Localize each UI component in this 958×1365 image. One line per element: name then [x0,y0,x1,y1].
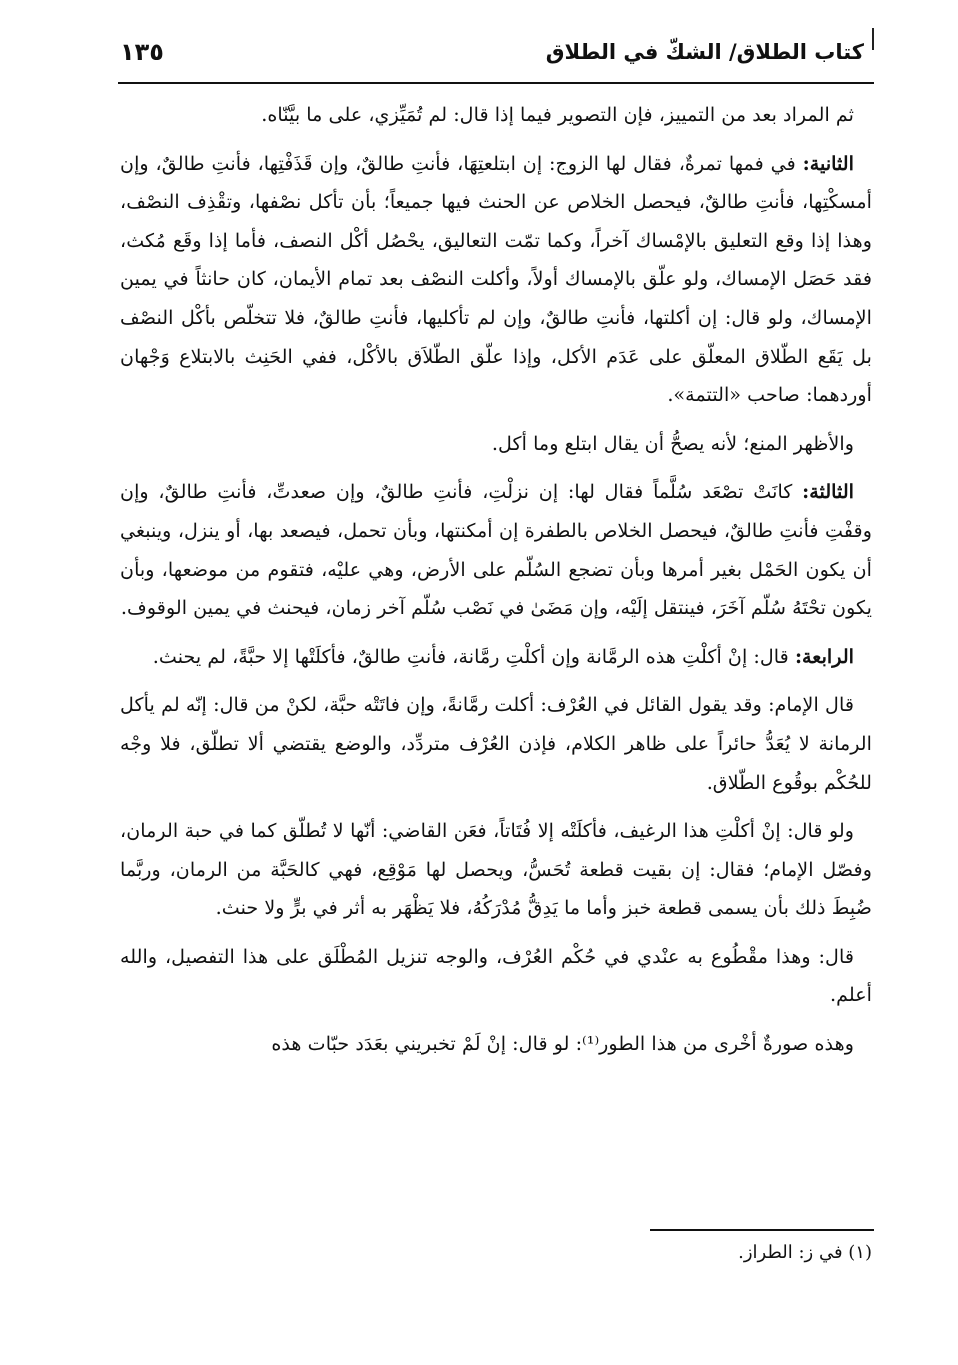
section-label-third: الثالثة: [802,480,854,504]
footnote: (١) في ز: الطراز. [738,1242,872,1263]
section-label-fourth: الرابعة: [794,644,854,668]
page-number: ١٣٥ [120,38,164,66]
page-edge-mark [872,28,874,50]
paragraph-5 [120,638,872,677]
paragraph-5-text: قال: إنْ أكلْتِ هذه الرمَّانة وإن أكلْتِ رمَّانة، فأنتِ طالقٌ، فأكلَتْها إلا حبَّةً، لم يحنث. [152,644,795,668]
paragraph-3: والأظهر المنع؛ لأنه يصحُّ أن يقال ابتلع وما أكل. [491,431,854,455]
paragraph-4 [120,473,872,627]
paragraph-8: قال: وهذا مقْطُوع به عنْدي في حُكْم العُرْف، والوجه تنزيل المُطْلَق على هذا التفصيل، والله أعلم. [120,944,872,1007]
paragraph-1: ثم المراد بعد من التمييز، فإن التصوير فيما إذا قال: لم تُمَيِّزي، على ما بيَّنّاه. [261,103,854,126]
running-title: كتاب الطلاق/ الشكّ في الطلاق [545,40,864,64]
footnote-divider [650,1229,874,1231]
paragraph-2-text: في فمها تمرةٌ، فقال لها الزوج: إن ابتلعتِهَا، فأنتِ طالقٌ، وإن قَذَفْتِها، فأنتِ طالقٌ، وإن أمسكْتِها، فأنتِ طالقٌ، فيحصل الخلاص عن الحنث فيها جميعاً؛ بأن تأكل نصْفها، وتقْذِف النصْف، وهذا إذا وقع التعليق بالإمْساك آخراً، وكما تمّت التعاليق، يحْصُل أكْل النصف، فأما إذا وقَع مُكث، فقد حَصَل الإمساك، ولو علّق بالإمساك أولاً، وأكلت النصْف بعد تمام الأيمان، كان حانثاً في يمين الإمساك، ولو قال: إن أكلتها، فأنتِ طالقٌ، وإن لم تأكليها، فأنتِ طالقٌ، فلا تتخلّص بأكْل النصْف بل يَقَع الطّلاق المعلّق على عَدَم الأكل، وإذا علّق الطّلاَق بالأكْل، ففي الحَنِث بالابتلاع وَجْهان أوردهما: صاحب «التتمة». [120,151,872,407]
paragraph-9: وهذه صورةٌ أخْرى من هذا الطور⁽¹⁾: لو قال: إنْ لَمْ تخبريني بعَدَد حبّات هذه [271,1032,854,1056]
paragraph-6: قال الإمام: وقد يقول القائل في العُرْف: أكلت رمَّانةً، وإن فاتَتْه حبَّة، لكنْ من قال: إنّه لم يأكل الرمانة لا يُعَدُّ حائراً على ظاهر الكلام، فإذن العُرْف متردِّد، والوضع يقتضي ألا تطلّق، فلا وجْه للحُكْم بوقُوع الطّلاق. [120,693,872,794]
section-label-second: الثانية: [802,151,854,175]
paragraph-2 [120,145,872,415]
paragraph-4-text: كانَتْ تصْعَد سُلَّماً فقال لها: إن نزلْتِ، فأنتِ طالقٌ، وإن صعدتِّ، فأنتِ طالقٌ، وإن وقفْتِ فأنتِ طالقٌ، فيحصل الخلاص بالطفرة إن أمكنتها، وبأن تحمل، فيصعد بها، أو ينزل، وينبغي أن يكون الحَمْل بغير أمرها وبأن تضجع السُلّم على الأرض، وهي عليْه، فتقوم من موضعها، وبأن يكون تحْتَهُ سُلّم آخَرَ، فينتقل إلَيْه، وإن مَضَىٰ في نَصْب سُلّم آخر زمان، فيحنث في يمين الوقوف. [120,480,872,620]
header-divider [118,82,874,84]
page-header [118,36,870,84]
paragraph-7: ولو قال: إنْ أكلْتِ هذا الرغيف، فأكلَتْه إلا فُتَاتاً، فعَن القاضي: أنّها لا تُطلّق كما في حبة الرمان، وفصّل الإمام؛ فقال: إن بقيت قطعة تُحَسُّ، ويحصل لها مَوْقِع، فهي كالحَبَّة من الرمان، وربَّما ضُبِطَ ذلك بأن يسمى قطعة خبز وأما ما يَدِقُّ مُدْرَكُهُ، فلا يَظْهَر به أثر في برٍّ ولا حنث. [120,819,872,920]
page-body [120,96,872,1074]
